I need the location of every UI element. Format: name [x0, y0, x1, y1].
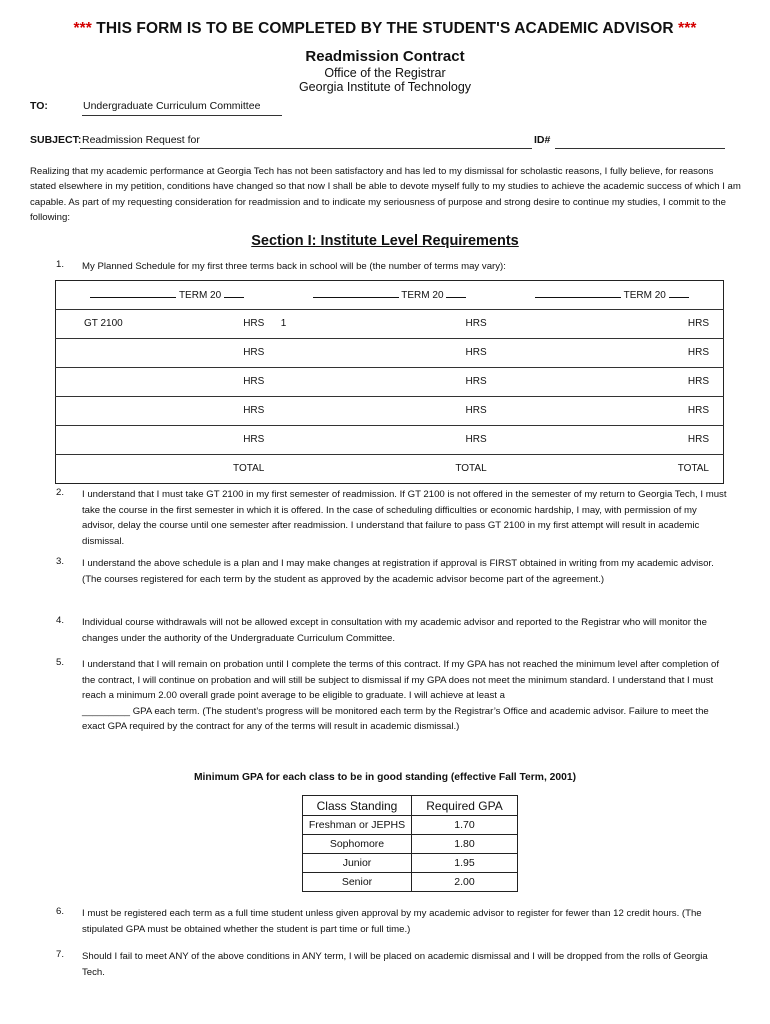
- schedule-cell[interactable]: [56, 339, 279, 368]
- required-gpa: 1.80: [412, 835, 518, 854]
- item-2-text: I understand that I must take GT 2100 in my first semester of readmission. If GT 2100 is not offered in the semester of my return to Georgia Tech, I must take the course in the first semester in which it is offered. In the case of scheduling difficulties or economic hardship, I may, with permission of my advisor, delay the course until one semester after readmission. I understand that failure to pass GT 2100 in my first attempt will result in academic dismissal.: [82, 489, 727, 547]
- gpa-row: [303, 816, 518, 835]
- term-3-label: TERM 20: [623, 289, 666, 301]
- to-underline: [82, 115, 282, 116]
- term-1-header[interactable]: [56, 281, 279, 310]
- required-gpa-header: Required GPA: [412, 796, 518, 816]
- item-5-text-a: I understand that I will remain on probation until I complete the terms of this contract. If my GPA has not reached the minimum level after completion of the contract, I will continue on probation and will still be subject to dismissal if my GPA does not meet the minimum standard. I understand that I must reach a minimum 2.00 overall grade point average to be eligible to graduate. I will achieve at least a: [82, 659, 720, 702]
- gpa-row: [303, 854, 518, 873]
- hrs-label: HRS: [243, 376, 265, 387]
- item-1-text: My Planned Schedule for my first three terms back in school will be (the number of terms may vary):: [82, 261, 506, 272]
- hrs-label: HRS: [243, 318, 265, 329]
- schedule-cell[interactable]: [278, 310, 500, 339]
- hrs-label: HRS: [687, 318, 709, 329]
- hrs-label: HRS: [465, 405, 487, 416]
- schedule-cell[interactable]: [501, 397, 724, 426]
- schedule-cell[interactable]: [278, 426, 500, 455]
- schedule-cell[interactable]: [56, 310, 287, 339]
- schedule-cell[interactable]: [56, 426, 279, 455]
- id-field[interactable]: [555, 148, 725, 149]
- item-7-number: 7.: [56, 949, 65, 960]
- schedule-cell[interactable]: [501, 310, 724, 339]
- first-course-hrs: 1: [280, 318, 287, 329]
- gpa-header-row: [303, 796, 518, 816]
- banner-stars-left: ***: [73, 20, 92, 37]
- form-title: Readmission Contract: [305, 48, 465, 65]
- term-2-label: TERM 20: [401, 289, 444, 301]
- required-gpa: 1.95: [412, 854, 518, 873]
- banner-stars-right: ***: [678, 20, 697, 37]
- gpa-blank[interactable]: _________: [82, 705, 131, 717]
- schedule-row: [56, 368, 724, 397]
- item-4-text: Individual course withdrawals will not be allowed except in consultation with my academic advisor and reported to the Registrar who will monitor the changes under the authority of the Undergraduate Curriculum Committee.: [82, 617, 707, 644]
- hrs-label: HRS: [687, 376, 709, 387]
- total-label: TOTAL: [677, 463, 709, 474]
- item-6-number: 6.: [56, 906, 65, 917]
- hrs-label: HRS: [465, 347, 487, 358]
- office-name: Office of the Registrar: [324, 66, 446, 80]
- gpa-table-heading: Minimum GPA for each class to be in good standing (effective Fall Term, 2001): [193, 772, 576, 783]
- hrs-label: HRS: [465, 376, 487, 387]
- schedule-row: [56, 397, 724, 426]
- total-label: TOTAL: [455, 463, 487, 474]
- hrs-label: HRS: [243, 434, 265, 445]
- class-standing: Senior: [303, 873, 412, 892]
- class-standing: Junior: [303, 854, 412, 873]
- schedule-header-row: [56, 281, 724, 310]
- hrs-label: HRS: [687, 405, 709, 416]
- item-7-text: Should I fail to meet ANY of the above conditions in ANY term, I will be placed on academic dismissal and I will be dropped from the rolls of Georgia Tech.: [82, 951, 708, 978]
- schedule-row: [56, 339, 724, 368]
- schedule-total-row: [56, 455, 724, 484]
- required-gpa: 1.70: [412, 816, 518, 835]
- hrs-label: HRS: [243, 347, 265, 358]
- subject-label: SUBJECT:: [30, 134, 82, 146]
- term-3-header[interactable]: [501, 281, 724, 310]
- planned-schedule-table: [55, 280, 724, 484]
- gpa-table: [302, 795, 518, 892]
- schedule-row: [56, 310, 724, 339]
- schedule-cell[interactable]: [56, 368, 279, 397]
- subject-name-field[interactable]: [80, 148, 532, 149]
- section-1-title: Section I: Institute Level Requirements: [251, 233, 519, 249]
- advisor-banner: [0, 20, 770, 38]
- to-label: TO:: [30, 100, 48, 112]
- item-3-text: I understand the above schedule is a plan and I may make changes at registration if approval is FIRST obtained in writing from my academic advisor. (The courses registered for each term by the student as approved by the academic advisor become part of the agreement.): [82, 558, 714, 585]
- item-4-number: 4.: [56, 615, 65, 626]
- required-gpa: 2.00: [412, 873, 518, 892]
- total-cell[interactable]: [501, 455, 724, 484]
- item-5-number: 5.: [56, 657, 65, 668]
- gpa-row: [303, 835, 518, 854]
- item-1-number: 1.: [56, 259, 65, 270]
- first-course: GT 2100: [84, 318, 123, 329]
- hrs-label: HRS: [465, 318, 487, 329]
- schedule-cell[interactable]: [501, 426, 724, 455]
- item-5-text-b: GPA each term. (The student’s progress will be monitored each term by the Registrar’s Office and academic advisor. Failure to meet the exact GPA required by the contract for any of the terms will result in academic dismissal.): [82, 705, 709, 733]
- class-standing: Sophomore: [303, 835, 412, 854]
- subject-value: Readmission Request for: [82, 134, 200, 146]
- id-label: ID#: [534, 134, 551, 146]
- schedule-cell[interactable]: [278, 397, 500, 426]
- item-5-text: [82, 657, 732, 735]
- hrs-label: HRS: [687, 434, 709, 445]
- total-cell[interactable]: [56, 455, 279, 484]
- hrs-label: HRS: [465, 434, 487, 445]
- total-label: TOTAL: [233, 463, 265, 474]
- schedule-cell[interactable]: [278, 339, 500, 368]
- class-standing-header: Class Standing: [303, 796, 412, 816]
- schedule-cell[interactable]: [501, 368, 724, 397]
- banner-text: THIS FORM IS TO BE COMPLETED BY THE STUDENT'S ACADEMIC ADVISOR: [91, 20, 679, 37]
- intro-paragraph: Realizing that my academic performance at Georgia Tech has not been satisfactory and has led to my dismissal for scholastic reasons, I fully believe, for reasons stated elsewhere in my petition, conditions have changed so that now I shall be able to devote myself fully to my studies to achieve the academic success of which I am capable. As part of my requesting consideration for readmission and to indicate my seriousness of purpose and strong desire to continue my studies, I commit to the following:: [30, 166, 741, 224]
- gpa-row: [303, 873, 518, 892]
- hrs-label: HRS: [243, 405, 265, 416]
- hrs-label: HRS: [687, 347, 709, 358]
- term-2-header[interactable]: [278, 281, 500, 310]
- schedule-cell[interactable]: [56, 397, 279, 426]
- item-3-number: 3.: [56, 556, 65, 567]
- item-2-number: 2.: [56, 487, 65, 498]
- schedule-cell[interactable]: [501, 339, 724, 368]
- schedule-row: [56, 426, 724, 455]
- item-6-text: I must be registered each term as a full time student unless given approval by my academic advisor to register for fewer than 12 credit hours. (The stipulated GPA must be obtained whether the student is part time or full time.): [82, 908, 702, 935]
- schedule-cell[interactable]: [278, 368, 500, 397]
- class-standing: Freshman or JEPHS: [303, 816, 412, 835]
- to-value: Undergraduate Curriculum Committee: [83, 100, 261, 112]
- total-cell[interactable]: [278, 455, 500, 484]
- institute-name: Georgia Institute of Technology: [298, 80, 472, 94]
- term-1-label: TERM 20: [178, 289, 222, 301]
